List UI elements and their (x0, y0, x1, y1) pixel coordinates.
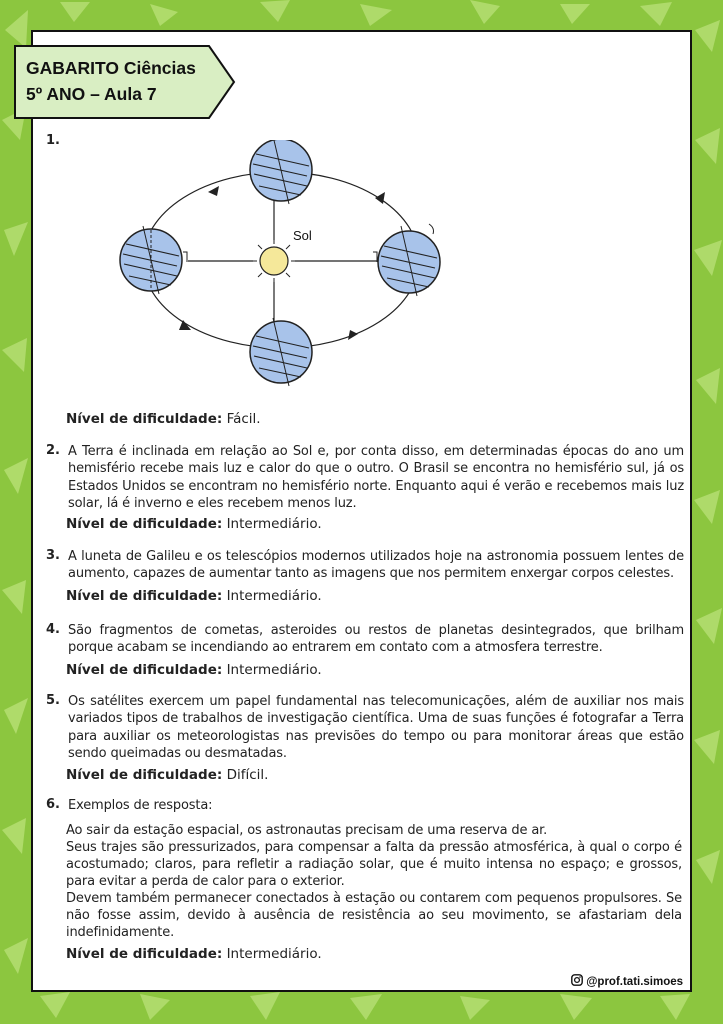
header-badge (14, 45, 236, 119)
difficulty-2 (66, 516, 322, 532)
difficulty-label: Nível de dificuldade: (66, 516, 223, 532)
difficulty-4 (66, 662, 322, 678)
earth-right-icon (373, 224, 440, 296)
question-text: São fragmentos de cometas, asteroides ou restos de planetas desintegrados, que brilham porque acabam se incendiando ao entrarem em contato com a atmosfera terrestre. (68, 623, 684, 656)
difficulty-3 (66, 588, 322, 604)
answer-paragraph: Seus trajes são pressurizados, para compensar a falta da pressão atmosférica, à qual o corpo é acostumado; claros, para refletir a radiação solar, que é muito intensa no espaço; e grossos, para evitar a perda de calor para o exterior. (66, 840, 682, 890)
difficulty-5 (66, 767, 268, 783)
difficulty-label: Nível de dificuldade: (66, 946, 223, 962)
header-subtitle: 5º ANO – Aula 7 (26, 84, 157, 104)
question-number: 4. (46, 622, 60, 637)
credit-handle: @prof.tati.simoes (586, 976, 684, 988)
question-text: A luneta de Galileu e os telescópios modernos utilizados hoje na astronomia possuem lentes de aumento, capazes de aumentar tanto as imagens que nos permitem enxergar corpos celestes. (68, 549, 684, 582)
question-text: A Terra é inclinada em relação ao Sol e, por conta disso, em determinadas épocas do ano um hemisfério recebe mais luz e calor do que o outro. O Brasil se encontra no hemisfério sul, já os Estados Unidos se encontram no hemisfério norte. Enquanto aqui é verão e recebemos mais luz solar, lá é inverno e eles recebem menos luz. (68, 444, 684, 512)
difficulty-value: Fácil. (226, 411, 261, 427)
earth-top-icon (250, 140, 312, 204)
difficulty-label: Nível de dificuldade: (66, 662, 223, 678)
difficulty-label: Nível de dificuldade: (66, 767, 223, 783)
question-text: Exemplos de resposta: (68, 798, 213, 813)
difficulty-label: Nível de dificuldade: (66, 588, 223, 604)
answer-paragraph: Devem também permanecer conectados à estação ou contarem com pequenos propulsores. Se não fosse assim, devido à ausência de resistência ao seu movimento, se afastariam dela indefinidamente. (66, 891, 682, 941)
question-number: 2. (46, 443, 60, 458)
earth-left-icon (120, 226, 187, 294)
sun-icon (260, 247, 288, 275)
instagram-icon (571, 974, 583, 986)
difficulty-6 (66, 946, 322, 962)
answer-paragraph: Ao sair da estação espacial, os astronautas precisam de uma reserva de ar. (66, 823, 548, 838)
orbit-arrow (348, 330, 358, 340)
orbit-arrow (375, 192, 385, 204)
difficulty-1 (66, 411, 261, 427)
question-number: 3. (46, 548, 60, 563)
orbit-arrow (179, 320, 191, 330)
orbit-diagram (113, 140, 453, 400)
difficulty-value: Intermediário. (226, 946, 322, 962)
difficulty-value: Difícil. (226, 767, 269, 783)
question-number: 5. (46, 693, 60, 708)
sun-label: Sol (293, 228, 312, 243)
question-text: Os satélites exercem um papel fundamental nas telecomunicações, além de auxiliar nos mais variados tipos de trabalhos de investigação científica. Uma de suas funções é fotografar a Terra para auxiliar os meteorologistas nas previsões do tempo ou para monitorar áreas que estão sendo queimadas ou desmatadas. (68, 694, 684, 762)
question-number: 6. (46, 797, 60, 812)
difficulty-value: Intermediário. (226, 588, 322, 604)
header-title: GABARITO Ciências (26, 58, 196, 78)
question-number: 1. (46, 133, 60, 148)
difficulty-label: Nível de dificuldade: (66, 411, 223, 427)
footer-credit (571, 974, 683, 988)
difficulty-value: Intermediário. (226, 516, 322, 532)
orbit-arrow (208, 186, 219, 196)
difficulty-value: Intermediário. (226, 662, 322, 678)
earth-bottom-icon (250, 318, 312, 386)
